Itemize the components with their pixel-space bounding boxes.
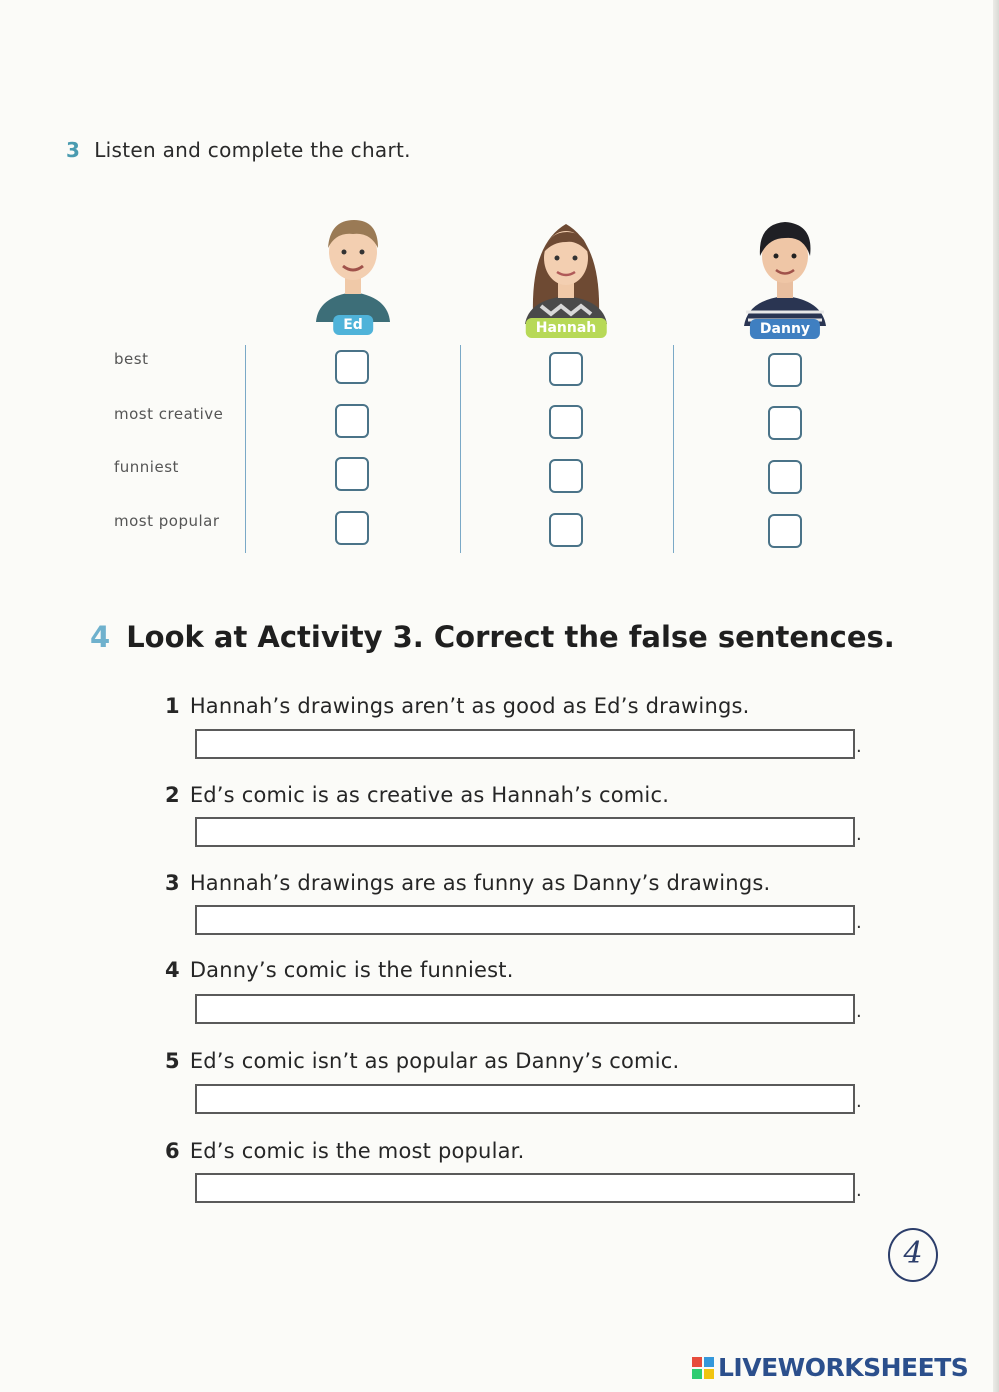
checkbox-hannah-most-popular[interactable] — [549, 513, 583, 547]
period: . — [856, 1001, 862, 1022]
name-tag-ed: Ed — [333, 315, 373, 335]
chart-divider — [245, 345, 246, 553]
liveworksheets-logo — [692, 1353, 968, 1382]
answer-field-2[interactable] — [195, 817, 855, 847]
answer-field-4[interactable] — [195, 994, 855, 1024]
page-number-mark: 4 — [888, 1228, 938, 1282]
answer-field-6[interactable] — [195, 1173, 855, 1203]
period: . — [856, 1091, 862, 1112]
answer-field-1[interactable] — [195, 729, 855, 759]
row-label-most-popular: most popular — [114, 512, 220, 530]
checkbox-hannah-most-creative[interactable] — [549, 405, 583, 439]
period: . — [856, 1180, 862, 1201]
sentence-3: 3 Hannah’s drawings are as funny as Danny’s drawings. — [165, 871, 771, 895]
activity-3-number: 3 — [66, 138, 81, 162]
person-ed — [298, 212, 408, 342]
row-label-best: best — [114, 350, 149, 368]
checkbox-hannah-funniest[interactable] — [549, 459, 583, 493]
name-tag-danny: Danny — [750, 319, 820, 339]
person-danny — [730, 216, 840, 346]
period: . — [856, 736, 862, 757]
logo-text: LIVEWORKSHEETS — [718, 1353, 969, 1382]
checkbox-ed-most-popular[interactable] — [335, 511, 369, 545]
ed-photo — [298, 212, 408, 322]
period: . — [856, 912, 862, 933]
name-tag-hannah: Hannah — [526, 318, 607, 338]
danny-photo — [730, 216, 840, 326]
checkbox-danny-funniest[interactable] — [768, 460, 802, 494]
checkbox-ed-most-creative[interactable] — [335, 404, 369, 438]
activity-4-number: 4 — [90, 620, 111, 654]
checkbox-hannah-best[interactable] — [549, 352, 583, 386]
answer-field-5[interactable] — [195, 1084, 855, 1114]
sentence-5: 5 Ed’s comic isn’t as popular as Danny’s comic. — [165, 1049, 680, 1073]
sentence-2: 2 Ed’s comic is as creative as Hannah’s comic. — [165, 783, 670, 807]
sentence-1: 1 Hannah’s drawings aren’t as good as Ed’s drawings. — [165, 694, 750, 718]
person-hannah — [511, 214, 621, 344]
logo-icon — [692, 1357, 714, 1379]
activity-4-instruction — [90, 620, 895, 654]
page-edge — [993, 0, 999, 1392]
checkbox-danny-most-creative[interactable] — [768, 406, 802, 440]
activity-3-text: Listen and complete the chart. — [94, 138, 411, 162]
checkbox-ed-best[interactable] — [335, 350, 369, 384]
checkbox-ed-funniest[interactable] — [335, 457, 369, 491]
checkbox-danny-most-popular[interactable] — [768, 514, 802, 548]
sentence-6: 6 Ed’s comic is the most popular. — [165, 1139, 525, 1163]
sentence-4: 4 Danny’s comic is the funniest. — [165, 958, 514, 982]
activity-4-text: Look at Activity 3. Correct the false sentences. — [126, 620, 895, 654]
chart-divider — [460, 345, 461, 553]
period: . — [856, 824, 862, 845]
row-label-funniest: funniest — [114, 458, 179, 476]
activity-3-instruction — [66, 138, 411, 162]
answer-field-3[interactable] — [195, 905, 855, 935]
row-label-most-creative: most creative — [114, 405, 224, 423]
checkbox-danny-best[interactable] — [768, 353, 802, 387]
hannah-photo — [511, 214, 621, 324]
chart-divider — [673, 345, 674, 553]
